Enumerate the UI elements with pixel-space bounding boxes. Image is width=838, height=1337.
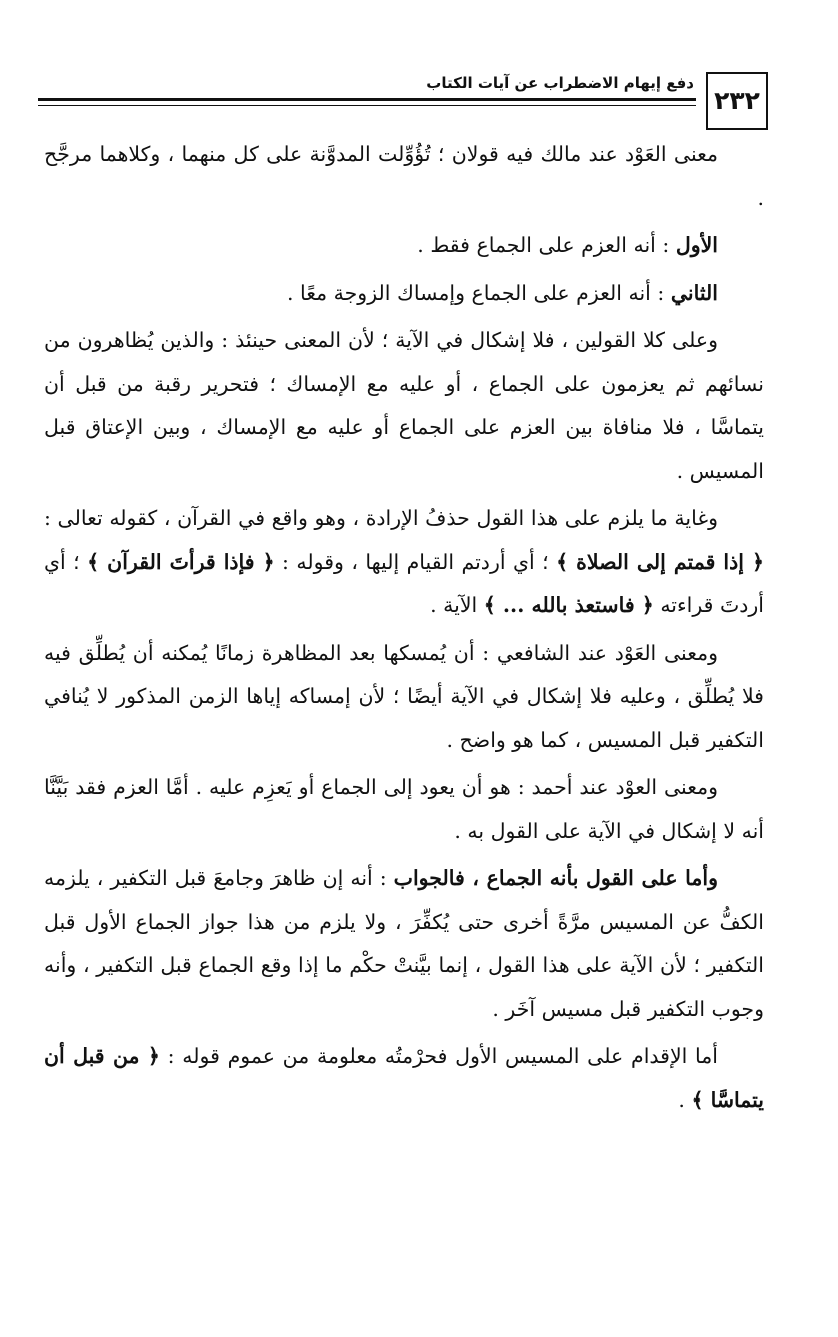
- quran-quote-recite: ﴿ فإذا قرأتَ القرآن ﴾: [87, 549, 275, 574]
- paragraph-no-contradiction: وعلى كلا القولين ، فلا إشكال في الآية ؛ لأن المعنى حينئذ : والذين يُظاهرون من نسائهم ثم يعزمون على الجماع ، أو عليه مع الإمساك ؛ فتحرير رقبة من قبل أن يتماسَّا ، فلا منافاة بين العزم على الجماع أو عليه مع الإمساك ، وبين الإعتاق قبل المسيس .: [44, 328, 764, 483]
- header-rule-thick: [38, 98, 696, 101]
- omission-text-d: الآية .: [430, 593, 484, 617]
- omission-text-c: ؛ أي أردتَ قراءته: [44, 549, 764, 617]
- paragraph-first-opinion: [44, 224, 764, 268]
- first-touching-text: أما الإقدام على المسيس الأول فحرْمتُه معلومة من عموم قوله :: [159, 1044, 718, 1068]
- quran-quote-prayer: ﴿ إذا قمتم إلى الصلاة ﴾: [556, 549, 765, 574]
- header-rule-thin: [38, 105, 696, 106]
- first-touching-end: .: [678, 1087, 692, 1112]
- paragraph-ahmad-return: ومعنى العوْد عند أحمد : هو أن يعود إلى الجماع أو يَعزِم عليه . أمَّا العزم فقد بَيَّنَّا أنه لا إشكال في الآية على القول به .: [44, 775, 764, 843]
- quran-quote-before-touching: ﴿ من قبل أن يتماسَّا ﴾: [44, 1044, 764, 1112]
- paragraph-maliki-return: معنى العَوْد عند مالك فيه قولان ؛ تُؤُوِّلت المدوَّنة على كل منهما ، وكلاهما مرجَّح .: [44, 142, 764, 210]
- page-body: [44, 133, 764, 1126]
- running-title: دفع إيهام الاضطراب عن آيات الكتاب: [426, 74, 694, 92]
- answer-text: : أنه إن ظاهرَ وجامعَ قبل التكفير ، يلزمه الكفُّ عن المسيس مرَّةً أخرى حتى يُكفِّرَ ، ولا يلزم من هذا جواز الجماع الأول قبل التكفير ؛ لأن الآية على هذا القول ، إنما بيَّنتْ حكْم ما إذا وقع الجماع قبل التكفير ، وأنه وجوب التكفير قبل مسيس آخَر .: [44, 866, 764, 1021]
- paragraph-first-touching: [44, 1035, 764, 1122]
- omission-text-a: وغاية ما يلزم على هذا القول حذفُ الإرادة ، وهو واقع في القرآن ، كقوله تعالى :: [44, 506, 718, 530]
- second-opinion-label: الثاني: [670, 280, 718, 305]
- page-number: ٢٣٢: [706, 72, 768, 130]
- omission-text-b: ؛ أي أردتم القيام إليها ، وقوله :: [274, 549, 557, 574]
- quran-quote-seek-refuge: ﴿ فاستعذ بالله ... ﴾: [483, 593, 654, 617]
- paragraph-shafii-return: ومعنى العَوْد عند الشافعي : أن يُمسكها بعد المظاهرة زمانًا يُمكنه أن يُطلِّق فيه فلا يُطلِّق ، وعليه فلا إشكال في الآية أيضًا ؛ لأن إمساكه إياها الزمن المذكور لا يُنافي التكفير قبل المسيس ، كما هو واضح .: [44, 640, 764, 752]
- second-opinion-text: : أنه العزم على الجماع وإمساك الزوجة معًا .: [286, 280, 671, 305]
- first-opinion-text: : أنه العزم على الجماع فقط .: [417, 233, 676, 257]
- paragraph-omitted-intention: [44, 497, 764, 628]
- first-opinion-label: الأول: [675, 233, 718, 257]
- paragraph-intercourse-answer: [44, 857, 764, 1031]
- answer-lead: وأما على القول بأنه الجماع ، فالجواب: [393, 866, 718, 890]
- paragraph-second-opinion: [44, 272, 764, 316]
- page-header: [38, 62, 768, 132]
